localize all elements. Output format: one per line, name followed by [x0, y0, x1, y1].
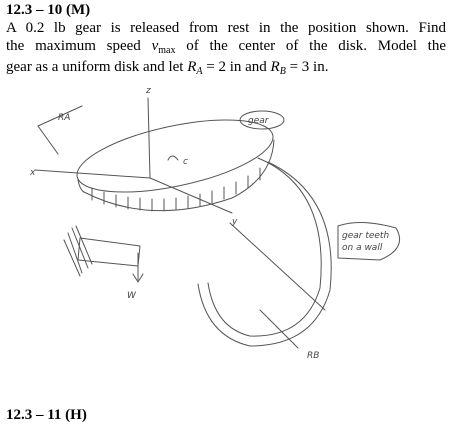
text: gear as a uniform disk and let [6, 59, 188, 75]
gear-figure [0, 78, 450, 398]
teeth-label-line-1: gear teeth [342, 231, 390, 241]
rb-label: RB [307, 351, 320, 361]
ra-symbol: R [187, 59, 197, 75]
z-axis-label: z [146, 86, 151, 96]
problem-statement [6, 20, 446, 81]
teeth-label-bubble [338, 222, 400, 260]
problem-heading: 12.3 – 10 (M) [6, 2, 91, 18]
statement-line-2 [6, 38, 446, 60]
axle-hatch [64, 226, 92, 276]
center-label: c [183, 157, 188, 167]
ra-value: = 2 in and [202, 59, 271, 75]
rb-subscript: B [279, 66, 286, 77]
z-axis [148, 98, 150, 178]
x-axis-label: x [30, 168, 36, 178]
vmax-subscript: max [158, 44, 176, 56]
text: of the center of the disk. Model the [175, 37, 446, 54]
vmax-symbol: v [151, 37, 159, 54]
weight-arrow [133, 253, 143, 282]
hand-sketch [0, 78, 450, 398]
wall-teeth-arc-outer [198, 162, 331, 346]
weight-label: W [127, 291, 136, 301]
x-axis [35, 170, 150, 178]
teeth-label-line-2: on a wall [342, 243, 383, 253]
problem-heading: 12.3 – 11 (H) [6, 407, 87, 423]
wall-line [230, 223, 325, 310]
wall-teeth-arc [208, 158, 321, 336]
y-axis-label: y [232, 217, 238, 227]
gear-center [168, 156, 178, 160]
gear-label: gear [248, 116, 269, 126]
rb-value: = 3 in. [285, 59, 329, 75]
ra-subscript: A [196, 66, 203, 77]
text: the maximum speed [6, 37, 152, 54]
rb-symbol: R [270, 59, 280, 75]
ra-label: RA [58, 113, 71, 123]
ra-extension-line [38, 126, 58, 154]
statement-line-1: A 0.2 lb gear is released from rest in the position shown. Find [6, 20, 446, 36]
